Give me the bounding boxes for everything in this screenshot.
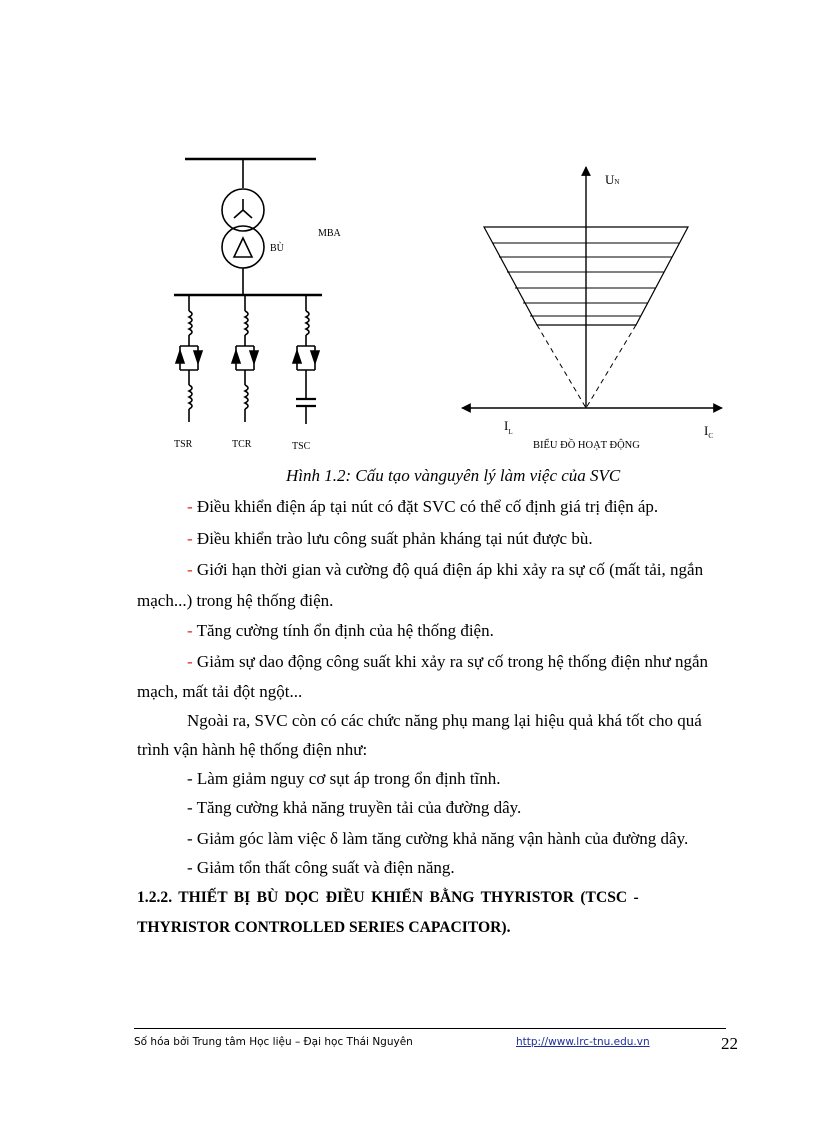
- sub-bullet-1: - Làm giảm nguy cơ sụt áp trong ổn định tĩnh.: [187, 769, 501, 788]
- section-heading-line-2: THYRISTOR CONTROLLED SERIES CAPACITOR).: [137, 919, 511, 936]
- sub-bullet-3: - Giảm góc làm việc δ làm tăng cường khả năng vận hành của đường dây.: [187, 829, 689, 848]
- section-heading-line-1: 1.2.2. THIẾT BỊ BÙ DỌC ĐIỀU KHIỂN BẰNG THYRISTOR (TCSC -: [137, 889, 639, 906]
- operating-diagram: [462, 167, 722, 408]
- left-limit-dashed: [537, 325, 586, 408]
- transformer-symbol: [222, 189, 264, 268]
- compensator-label: BÙ: [270, 243, 284, 254]
- branch-tcr: [232, 295, 258, 422]
- right-limit-dashed: [586, 325, 636, 408]
- branch-tsr: [176, 295, 202, 422]
- tsr-label: TSR: [174, 439, 193, 450]
- svc-figure: [0, 0, 816, 470]
- sub-bullet-2: - Tăng cường khả năng truyền tải của đường dây.: [187, 798, 522, 817]
- transformer-label: MBA: [318, 228, 341, 239]
- tcr-label: TCR: [232, 439, 252, 450]
- tsc-label: TSC: [292, 441, 311, 452]
- bullet-voltage-control: - Điều khiển điện áp tại nút có đặt SVC có thể cố định giá trị điện áp.: [187, 497, 659, 516]
- figure-caption: Hình 1.2: Cấu tạo vànguyên lý làm việc của SVC: [286, 466, 621, 485]
- sub-bullet-4: - Giảm tổn thất công suất và điện năng.: [187, 858, 455, 877]
- intro-line-2: trình vận hành hệ thống điện như:: [137, 740, 368, 759]
- bullet-oscillation: - Giảm sự dao động công suất khi xảy ra sự cố trong hệ thống điện như ngắn: [187, 652, 709, 671]
- bullet-overvoltage-limit: - Giới hạn thời gian và cường độ quá điện áp khi xảy ra sự cố (mất tải, ngắn: [187, 560, 704, 579]
- bullet-oscillation-cont: mạch, mất tải đột ngột...: [137, 682, 303, 701]
- voltage-axis-label: UN: [605, 172, 620, 187]
- footer-link[interactable]: http://www.lrc-tnu.edu.vn: [516, 1036, 650, 1048]
- branch-tsc: [293, 295, 319, 424]
- bullet-stability: - Tăng cường tính ổn định của hệ thống điện.: [187, 621, 494, 640]
- intro-line-1: Ngoài ra, SVC còn có các chức năng phụ mang lại hiệu quả khá tốt cho quá: [187, 711, 702, 730]
- operating-diagram-title: BIỂU ĐỒ HOẠT ĐỘNG: [533, 440, 640, 451]
- ic-axis-label: $I_C$: [704, 423, 714, 440]
- svc-structure-diagram: [174, 159, 322, 424]
- footer-rule: [134, 1028, 726, 1029]
- footer-source: Số hóa bởi Trung tâm Học liệu – Đại học Thái Nguyên: [134, 1036, 413, 1048]
- page-number: 22: [721, 1034, 738, 1053]
- bullet-overvoltage-limit-cont: mạch...) trong hệ thống điện.: [137, 591, 334, 610]
- bullet-reactive-flow: - Điều khiển trào lưu công suất phản kháng tại nút được bù.: [187, 529, 593, 548]
- il-axis-label: $I_L$: [504, 418, 513, 436]
